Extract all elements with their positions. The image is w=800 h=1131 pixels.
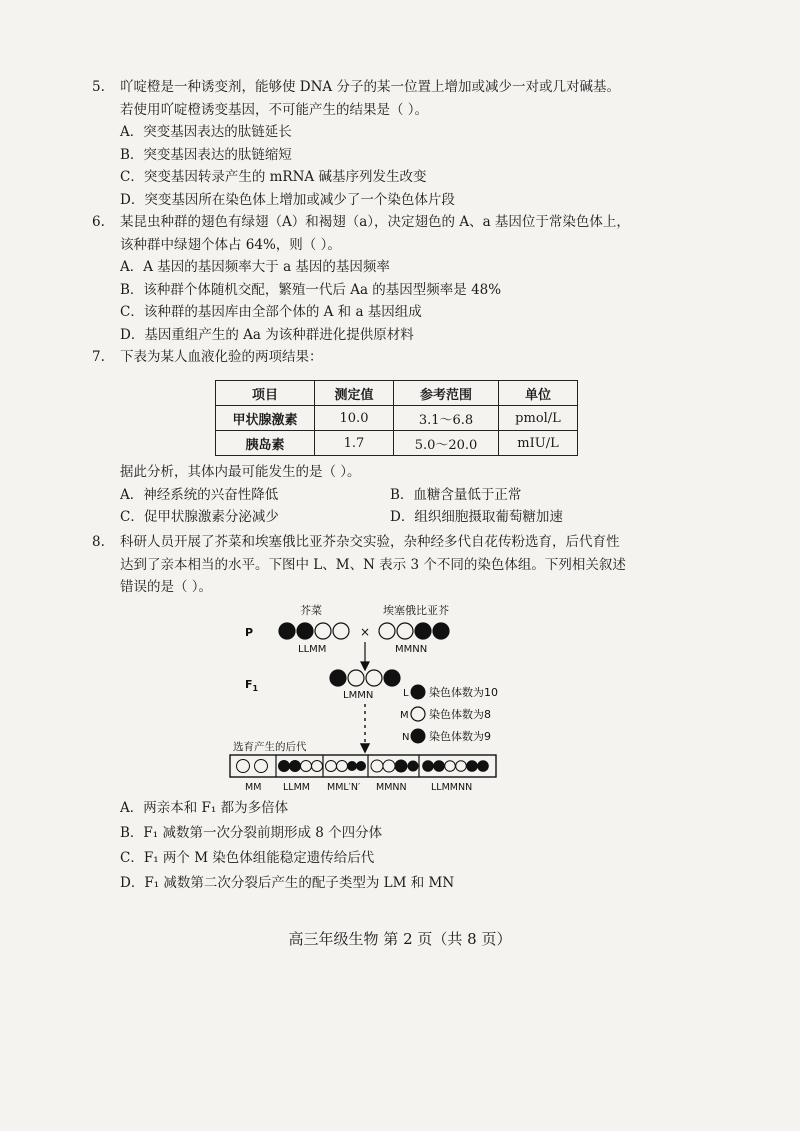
offspring-label: MM [245, 782, 262, 793]
chromosome-l [279, 623, 295, 639]
arrow-f1-to-offspring [361, 704, 369, 752]
chromosome-l [330, 670, 346, 686]
offspring-label: LLMMNN [431, 782, 473, 793]
question-number: 8. [92, 534, 105, 550]
option-d: D．突变基因所在染色体上增加或减少了一个染色体片段 [120, 191, 455, 208]
chromosome-m [315, 623, 331, 639]
chromosome-m [348, 670, 364, 686]
legend-m-text: 染色体数为8 [429, 708, 491, 721]
question-stem: 若使用吖啶橙诱变基因，不可能产生的结果是（ ）。 [120, 101, 429, 118]
question-stem: 该种群中绿翅个体占 64%，则（ ）。 [120, 236, 341, 253]
question-number: 6. [92, 214, 105, 230]
offspring-label: LLMM [283, 782, 310, 793]
table-header: 项目 [216, 381, 315, 406]
legend-l-symbol [411, 685, 425, 699]
option-b: B．F₁ 减数第一次分裂前期形成 8 个四分体 [120, 825, 383, 841]
question-number: 5. [92, 79, 105, 95]
legend-m-symbol [411, 707, 425, 721]
table-header: 单位 [499, 381, 578, 406]
chromosome-n [415, 623, 431, 639]
table-header: 测定值 [315, 381, 394, 406]
option-c: C．该种群的基因库由全部个体的 A 和 a 基因组成 [120, 304, 422, 320]
parent2-name: 埃塞俄比亚芥 [383, 604, 449, 617]
question-stem: 吖啶橙是一种诱变剂，能够使 DNA 分子的某一位置上增加或减少一对或几对碱基。 [120, 79, 620, 95]
chromosome-m [397, 623, 413, 639]
chromosome-n [384, 670, 400, 686]
parent1-name: 芥菜 [300, 604, 322, 617]
offspring-label: MMNN [376, 782, 407, 793]
option-b: B．突变基因表达的肽链缩短 [120, 146, 292, 163]
option-d: D．F₁ 减数第二次分裂后产生的配子类型为 LM 和 MN [120, 875, 455, 891]
option-c: C．促甲状腺激素分泌减少 [120, 509, 279, 525]
option-a: A．A 基因的基因频率大于 a 基因的基因频率 [120, 259, 390, 275]
question-followup: 据此分析，其体内最可能发生的是（ ）。 [120, 464, 361, 480]
option-a: A．突变基因表达的肽链延长 [120, 124, 292, 140]
chromosome-cross-diagram [225, 600, 545, 800]
offspring-labels [245, 782, 472, 793]
question-stem: 下表为某人血液化验的两项结果： [120, 349, 323, 365]
legend-l-text: 染色体数为10 [429, 686, 498, 699]
parent2-chromosomes [379, 623, 449, 639]
chromosome-m [333, 623, 349, 639]
table-row [216, 406, 578, 431]
option-a: A．两亲本和 F₁ 都为多倍体 [120, 800, 289, 816]
blood-test-table [215, 380, 578, 456]
option-c: C．F₁ 两个 M 染色体组能稳定遗传给后代 [120, 850, 375, 866]
question-stem: 科研人员开展了芥菜和埃塞俄比亚芥杂交实验，杂种经多代自花传粉选育，后代育性 [120, 534, 620, 550]
option-b: B．血糖含量低于正常 [390, 486, 522, 503]
chromosome-n [433, 623, 449, 639]
table-cell: 甲状腺激素 [216, 406, 315, 431]
table-header: 参考范围 [394, 381, 499, 406]
f1-label: $F_1$ [245, 678, 259, 693]
chromosome-m [366, 670, 382, 686]
option-d: D．基因重组产生的 Aa 为该种群进化提供原材料 [120, 326, 414, 343]
offspring-title: 选育产生的后代 [233, 741, 307, 753]
chromosome-m [379, 623, 395, 639]
table-row [216, 431, 578, 456]
cross-symbol: × [360, 625, 371, 639]
table-cell: mIU/L [499, 431, 578, 456]
chromosome-l [297, 623, 313, 639]
f1-genome: LMMN [343, 690, 374, 701]
question-number: 7. [92, 349, 105, 365]
svg-text:M: M [400, 710, 409, 721]
legend [400, 685, 498, 743]
legend-n-symbol [411, 729, 425, 743]
f1-chromosomes [330, 670, 400, 686]
parent2-genome: MMNN [395, 644, 428, 655]
offspring-label: MML′N′ [327, 782, 361, 793]
question-stem: 某昆虫种群的翅色有绿翅（A）和褐翅（a），决定翅色的 A、a 基因位于常染色体上， [120, 214, 630, 230]
option-a: A．神经系统的兴奋性降低 [120, 486, 279, 503]
table-header-row [216, 381, 578, 406]
option-c: C．突变基因转录产生的 mRNA 碱基序列发生改变 [120, 169, 427, 185]
option-b: B．该种群个体随机交配，繁殖一代后 Aa 的基因型频率是 48% [120, 281, 502, 298]
table-cell: 3.1～6.8 [394, 406, 499, 431]
svg-text:L: L [403, 688, 409, 699]
table-cell: 5.0～20.0 [394, 431, 499, 456]
question-stem: 达到了亲本相当的水平。下图中 L、M、N 表示 3 个不同的染色体组。下列相关叙述 [120, 556, 626, 573]
arrow-p-to-f1 [361, 642, 369, 670]
table-cell: 10.0 [315, 406, 394, 431]
offspring-box [230, 755, 496, 777]
parent1-chromosomes [279, 623, 349, 639]
p-label: P [245, 626, 254, 639]
option-d: D．组织细胞摄取葡萄糖加速 [390, 509, 563, 525]
parent1-genome: LLMM [298, 644, 327, 655]
page-footer: 高三年级生物 第 2 页（共 8 页） [288, 930, 512, 948]
table-cell: 胰岛素 [216, 431, 315, 456]
svg-text:N: N [402, 732, 410, 743]
table-cell: pmol/L [499, 406, 578, 431]
question-stem: 错误的是（ ）。 [120, 579, 213, 595]
legend-n-text: 染色体数为9 [429, 730, 491, 743]
table-cell: 1.7 [315, 431, 394, 456]
